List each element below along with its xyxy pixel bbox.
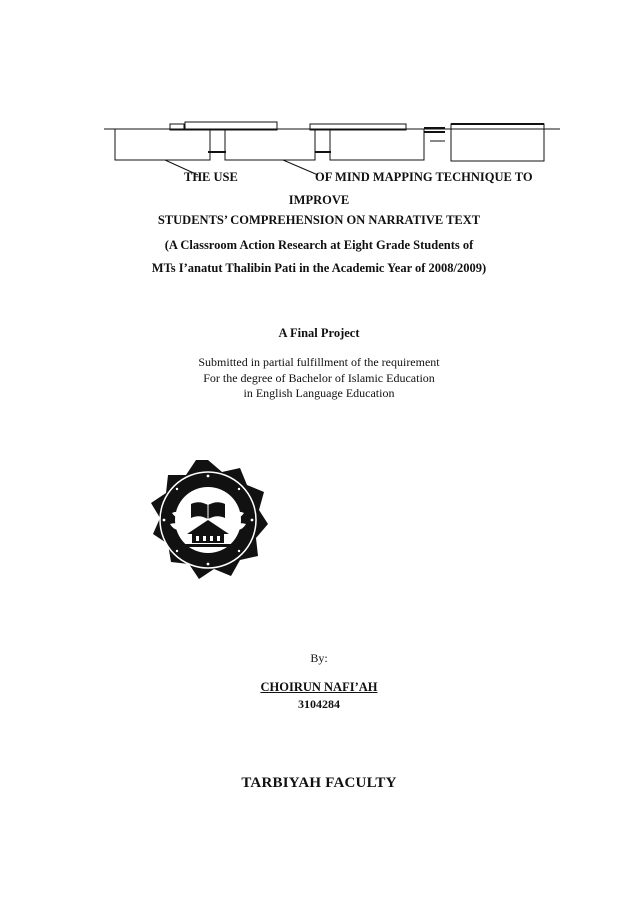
project-line-1: Submitted in partial fulfillment of the requirement <box>198 355 440 369</box>
title-line-1-part-1: THE USE <box>184 170 238 184</box>
project-line-3: in English Language Education <box>243 386 395 400</box>
author-name-wrap <box>0 680 638 695</box>
project-heading: A Final Project <box>278 326 360 340</box>
project-line-2: For the degree of Bachelor of Islamic Education <box>203 371 435 385</box>
university-seal-logo <box>147 458 269 582</box>
student-id: 3104284 <box>298 697 340 711</box>
by-label: By: <box>310 651 328 665</box>
title-line-2: IMPROVE <box>288 193 350 207</box>
faculty-name: TARBIYAH FACULTY <box>241 775 397 791</box>
title-line-3: STUDENTS’ COMPREHENSION ON NARRATIVE TEXT <box>157 213 481 227</box>
title-line-5: MTs I’anatut Thalibin Pati in the Academic Year of 2008/2009) <box>151 261 487 275</box>
title-line-4: (A Classroom Action Research at Eight Grade Students of <box>164 238 474 252</box>
author-name: CHOIRUN NAFI’AH <box>260 680 378 694</box>
title-line-1-part-2: OF MIND MAPPING TECHNIQUE TO <box>315 170 533 184</box>
